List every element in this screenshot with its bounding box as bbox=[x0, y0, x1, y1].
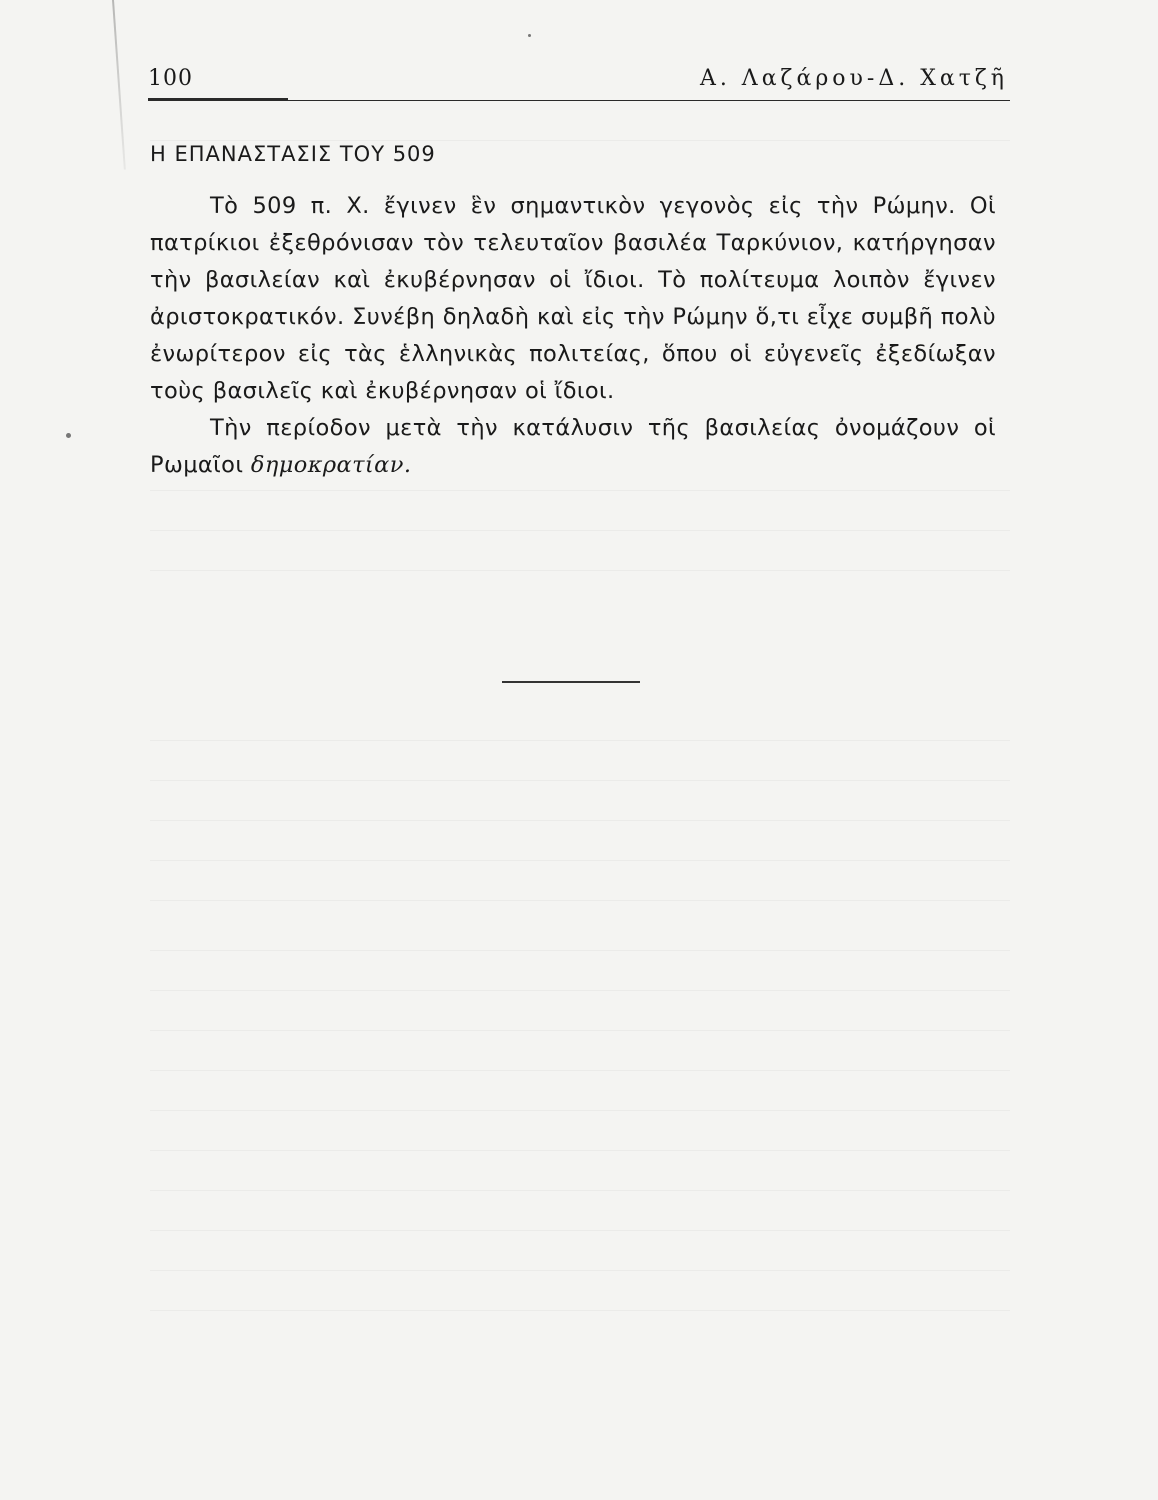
bleed-line bbox=[150, 1310, 1010, 1311]
paragraph-1: Τὸ 509 π. Χ. ἔγινεν ἓν σημαντικὸν γεγονὸς εἰς τὴν Ρώμην. Οἱ πατρίκιοι ἐξεθρόνισαν τὸν τελευταῖον βασιλέα Ταρκύνιον, κατήργησαν τὴν βασιλείαν καὶ ἐκυβέρνησαν οἱ ἴδιοι. Τὸ πολίτευμα λοιπὸν ἔγινεν ἀριστοκρατικόν. Συνέβη δηλαδὴ καὶ εἰς τὴν Ρώμην ὅ,τι εἶχε συμβῆ πολὺ ἐνωρίτερον εἰς τὰς ἑλληνικὰς πολιτείας, ὅπου οἱ εὐγενεῖς ἐξεδίωξαν τοὺς βασιλεῖς καὶ ἐκυβέρνησαν οἱ ἴδιοι. bbox=[150, 193, 996, 404]
bleed-line bbox=[150, 990, 1010, 991]
bleed-line bbox=[150, 1230, 1010, 1231]
paragraph-2 bbox=[150, 410, 996, 484]
bleed-line bbox=[150, 1070, 1010, 1071]
dust-speck bbox=[528, 34, 531, 37]
bleed-line bbox=[150, 1190, 1010, 1191]
body-text bbox=[150, 188, 996, 484]
bleed-line bbox=[150, 950, 1010, 951]
paragraph-2-text: Τὴν περίοδον μετὰ τὴν κατάλυσιν τῆς βασιλείας ὀνομάζουν οἱ Ρωμαῖοι bbox=[150, 415, 996, 478]
bleed-line bbox=[150, 860, 1010, 861]
header-rule bbox=[148, 100, 1010, 101]
bleed-line bbox=[150, 740, 1010, 741]
section-heading: Η ΕΠΑΝΑΣΤΑΣΙΣ ΤΟΥ 509 bbox=[150, 142, 436, 166]
bleed-line bbox=[150, 780, 1010, 781]
bleed-line bbox=[150, 900, 1010, 901]
header-rule-accent bbox=[148, 98, 288, 100]
bleed-line bbox=[150, 1270, 1010, 1271]
running-head-authors: Α. Λαζάρου-Δ. Χατζῆ bbox=[699, 66, 1008, 91]
page-number: 100 bbox=[148, 66, 193, 91]
dust-speck bbox=[66, 433, 71, 438]
bleed-line bbox=[150, 490, 1010, 491]
page-header bbox=[148, 62, 1010, 102]
bleed-line bbox=[150, 1150, 1010, 1151]
paragraph-2-italic-term: δημοκρατίαν. bbox=[250, 452, 412, 478]
bleed-line bbox=[150, 820, 1010, 821]
bleed-line bbox=[150, 140, 1010, 141]
section-end-rule bbox=[502, 681, 640, 683]
bleed-line bbox=[150, 570, 1010, 571]
bleed-line bbox=[150, 1030, 1010, 1031]
bleed-line bbox=[150, 530, 1010, 531]
bleed-line bbox=[150, 1110, 1010, 1111]
binding-shadow bbox=[112, 0, 126, 170]
